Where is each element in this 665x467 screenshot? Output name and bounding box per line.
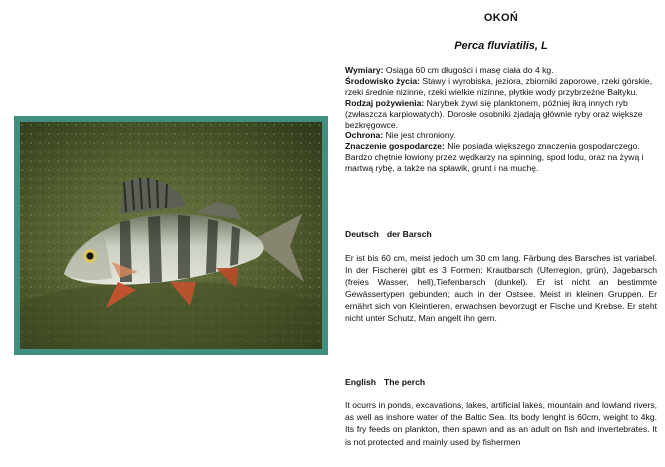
economic-label: Znaczenie gospodarcze: (345, 141, 445, 152)
food-label: Rodzaj pożywienia: (345, 97, 425, 108)
size-paragraph (345, 65, 657, 76)
german-description: Er ist bis 60 cm, meist jedoch um 30 cm lang. Färbung des Barsches ist variabel. In der Fischerei gibt es 3 Formen: Krautbarsch (Uferregion, grün), Jagebarsch (freies Wasser, hell),Tiefenbarsch (dunkel). Er ist nicht an bestimmte Gewässertypen gebunden; auch in der Ostsee. Meist in kleinen Gruppen. Er ernährt sich von Kleintieren, erwachsen bevorzugt er Fische und Krebse. Er steht nicht unter Schutz, Man angelt ihn gern. (345, 253, 657, 324)
page-title: OKOŃ (483, 12, 519, 24)
habitat-paragraph (345, 76, 657, 98)
protection-text: Nie jest chroniony. (383, 130, 456, 141)
food-paragraph (345, 98, 657, 131)
perch-photo (20, 122, 322, 349)
german-lang: Deutsch (345, 229, 379, 239)
german-fish-name: der Barsch (386, 229, 432, 239)
photo-frame (14, 116, 328, 355)
economic-paragraph (345, 141, 657, 174)
english-fish-name: The perch (384, 377, 426, 387)
economic-text: Nie posiada większego znaczenia gospodarczego. Bardzo chętnie łowiony przez wędkarzy na spinning, spod lodu, oraz na żywą i martwą rybę, a także na spławik, grunt i na muchę. (345, 141, 644, 174)
perch-photo-graphic (20, 122, 322, 349)
polish-description (345, 65, 657, 174)
habitat-label: Środowisko życia: (345, 75, 420, 86)
latin-name: Perca fluviatilis, L (454, 40, 548, 52)
protection-paragraph (345, 130, 657, 141)
german-heading (345, 229, 657, 240)
size-label: Wymiary: (345, 65, 384, 75)
size-text: Osiąga 60 cm długości i masę ciała do 4 kg. (383, 65, 554, 75)
habitat-text: Stawy i wyrobiska, jeziora, zbiorniki zaporowe, rzeki górskie, rzeki średnie nizinne, rzeki wielkie nizinne, płytkie wody przybrzeżne Bałtyku. (345, 75, 653, 97)
food-text: Narybek żywi się planktonem, później ikrą innych ryb (zwłaszcza karpiowatych). Dorosłe osobniki zjadają głównie ryby oraz większe bezkręgowce. (345, 97, 643, 130)
protection-label: Ochrona: (345, 130, 384, 141)
english-lang: English (345, 377, 377, 387)
english-description: It ocurrs in ponds, excavations, lakes, artificial lakes, mountain and lowland rivers, as well as inshore water of the Baltic Sea. Its body lenght is 60cm, weight to 4kg. Its fry feeds on plankton, then spawn and as an adult on fish and invertebrates. It is not protected and mainly used by fishermen (345, 400, 657, 447)
english-heading (345, 377, 657, 388)
